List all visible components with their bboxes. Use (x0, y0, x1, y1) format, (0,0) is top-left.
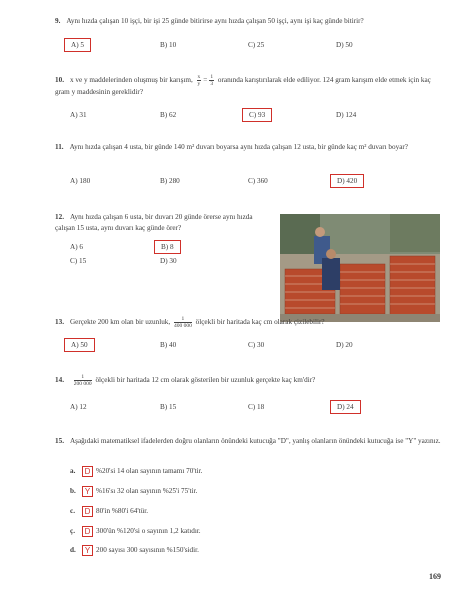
question-number: 11. (55, 143, 64, 151)
question-number: 15. (55, 437, 64, 445)
option-a[interactable]: A) 31 (70, 111, 87, 119)
option-c[interactable]: C) 360 (248, 177, 268, 185)
option-d-selected[interactable]: D) 420 (330, 174, 364, 188)
option-b[interactable]: B) 10 (160, 41, 177, 49)
question-text-cont: oranında karıştırılarak elde ediliyor. 124 gram karışım elde etmek için kaç gram y maddesinin gereklidir? (55, 76, 431, 96)
option-c[interactable]: C) 18 (248, 403, 265, 411)
option-d[interactable]: D) 124 (336, 111, 357, 119)
question-number: 12. (55, 213, 64, 221)
options (70, 38, 441, 52)
option-c[interactable]: C) 30 (248, 341, 265, 349)
question-number: 13. (55, 318, 64, 327)
option-d-selected[interactable]: D) 24 (330, 400, 361, 414)
option-c[interactable]: C) 25 (248, 41, 265, 49)
option-a[interactable]: A) 6 (70, 243, 83, 251)
scale-fraction: $\frac{1}{200 000}$ (73, 374, 92, 387)
option-c[interactable]: C) 15 (70, 257, 87, 265)
statement-c: c. D 80'in %80'i 64'tür. (70, 506, 148, 516)
option-b[interactable]: B) 62 (160, 111, 177, 119)
option-b-selected[interactable]: B) 8 (154, 240, 181, 254)
options (70, 338, 441, 352)
scale-fraction: $\frac{1}{400 000}$ (173, 316, 192, 329)
options (70, 108, 441, 122)
answer-box[interactable]: D (82, 506, 93, 517)
answer-box[interactable]: Y (82, 545, 93, 556)
option-d[interactable]: D) 20 (336, 341, 353, 349)
question-text: ölçekli bir haritada 12 cm olarak gösterilen bir uzunluk gerçekte kaç km'dir? (95, 376, 316, 385)
option-a[interactable]: A) 12 (70, 403, 87, 411)
answer-box[interactable]: Y (82, 486, 93, 497)
option-d[interactable]: D) 50 (336, 41, 353, 49)
option-c-selected[interactable]: C) 93 (242, 108, 272, 122)
options (70, 174, 441, 188)
ratio-value: $\frac{1}{3}$ (210, 74, 214, 87)
question-text-cont: ölçekli bir haritada kaç cm olarak çizilebilir? (195, 318, 325, 327)
option-d[interactable]: D) 30 (160, 257, 177, 265)
options-row-1 (70, 240, 271, 254)
question-text: Aynı hızda çalışan 10 işçi, bir işi 25 günde bitirirse aynı hızda çalışan 50 işçi, aynı işi kaç günde bitirir? (66, 17, 364, 25)
option-b[interactable]: B) 15 (160, 403, 177, 411)
question-9 (55, 16, 441, 49)
option-b[interactable]: B) 280 (160, 177, 180, 185)
option-b[interactable]: B) 40 (160, 341, 177, 349)
question-10: 10. x ve y maddelerinden oluşmuş bir karışım, $\frac{x}{y}$ = $\frac{1}{3}$ oranında karıştırılarak elde ediliyor. 124 gram karışım elde etmek için kaç gram y maddesinin gereklidir? A) 31 B) 62 C) 93 D) 124 (55, 74, 441, 98)
ratio-fraction: $\frac{x}{y}$ (197, 74, 201, 87)
question-number: 10. (55, 76, 64, 85)
statement-d: d. Y 200 sayısı 300 sayısının %150'sidir. (70, 545, 199, 555)
option-a-selected[interactable]: A) 50 (64, 338, 95, 352)
question-13 (55, 316, 441, 349)
question-text: x ve y maddelerinden oluşmuş bir karışım, (69, 76, 193, 85)
options (70, 400, 441, 414)
bricklayers-photo (280, 214, 440, 322)
question-text: Aşağıdaki matematiksel ifadelerden doğru olanların önündeki kutucuğa "D", yanlış olanların önündeki kutucuğa ise "Y" yazınız. (69, 437, 441, 445)
question-number: 14. (55, 376, 64, 385)
answer-box[interactable]: D (82, 526, 93, 537)
statement-a: a. D %20'si 14 olan sayının tamamı 70'tir. (70, 466, 203, 476)
question-12 (55, 212, 271, 265)
photo-illustration (280, 214, 440, 322)
question-text: Aynı hızda çalışan 4 usta, bir günde 140 m² duvarı boyarsa aynı hızda çalışan 12 usta, bir günde kaç m² duvarı boyar? (69, 143, 408, 151)
page-number: 169 (429, 572, 441, 581)
question-15 (55, 436, 441, 447)
options-row-2 (70, 254, 271, 268)
answer-box[interactable]: D (82, 466, 93, 477)
statement-b: b. Y %16'sı 32 olan sayının %25'i 75'tir. (70, 486, 198, 496)
statement-c-cedilla: ç. D 300'ün %120'si o sayının 1,2 katıdır. (70, 526, 201, 536)
question-text: Aynı hızda çalışan 6 usta, bir duvarı 20 günde örerse aynı hızda çalışan 15 usta, aynı duvarı kaç günde örer? (55, 213, 253, 232)
question-text: Gerçekte 200 km olan bir uzunluk, (69, 318, 171, 327)
option-a[interactable]: A) 180 (70, 177, 91, 185)
option-a-selected[interactable]: A) 5 (64, 38, 91, 52)
question-number: 9. (55, 17, 61, 25)
question-11 (55, 142, 441, 185)
question-14 (55, 374, 441, 411)
